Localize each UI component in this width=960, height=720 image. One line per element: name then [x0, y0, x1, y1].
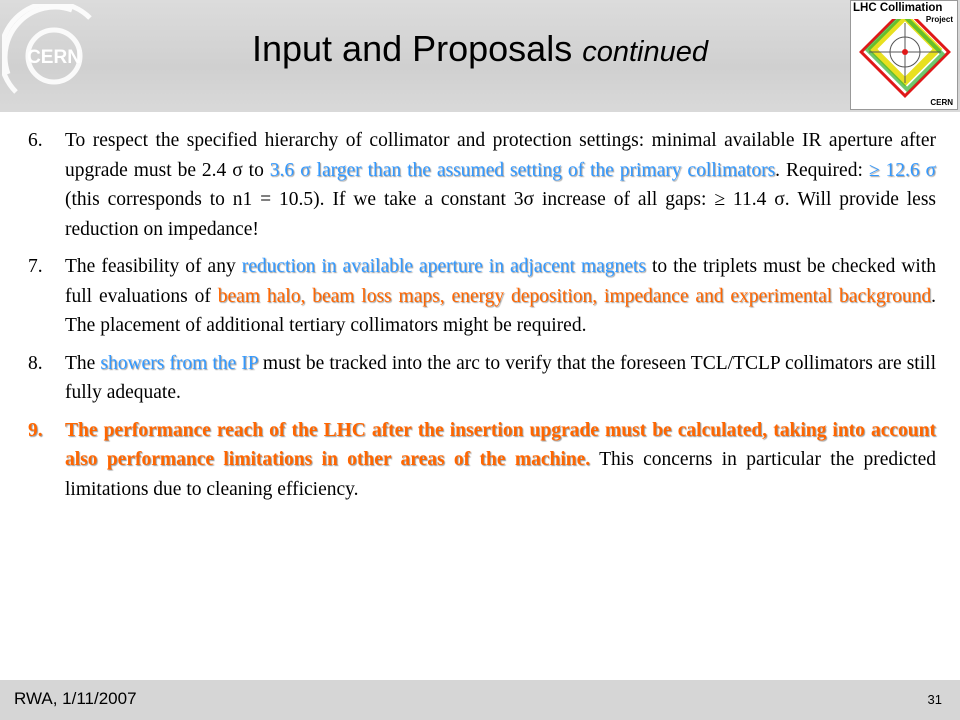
highlighted-text: 3.6 σ larger than the assumed setting of the primary collimators: [269, 159, 776, 181]
text-run: This concerns in particular the predicted limitations due to cleaning efficiency.: [65, 449, 936, 500]
highlighted-text: ≥ 12.6 σ: [868, 159, 937, 181]
lhc-collimation-logo: [850, 0, 958, 110]
lhc-collimation-logo-icon: [859, 19, 951, 99]
page-title: [130, 28, 830, 70]
highlighted-text: showers from the IP: [100, 352, 258, 374]
text-run: . Required:: [775, 159, 869, 181]
text-run: To respect the specified hierarchy of collimator and protection settings: minimal available IR aperture after upgrade must be 2.4 σ to: [65, 130, 936, 181]
text-run: . The placement of additional tertiary collimators might be required.: [65, 285, 936, 336]
list-item-number: 9.: [28, 419, 43, 441]
highlighted-text: The performance reach of the LHC after the insertion upgrade must be calculated, taking into account also performance limitations in other areas of the machine.: [65, 419, 936, 470]
highlighted-text: reduction in available aperture in adjacent magnets: [241, 256, 646, 277]
title-main: Input and Proposals: [251, 28, 573, 69]
lhc-logo-title: LHC Collimation: [853, 2, 943, 14]
page-number: 31: [927, 692, 942, 707]
highlighted-text: beam halo, beam loss maps, energy deposition, impedance and experimental background: [217, 285, 932, 307]
list-item: [28, 349, 936, 408]
list-item-number: 8.: [28, 352, 43, 374]
list-item-number: 7.: [28, 256, 43, 277]
slide-footer: [0, 680, 960, 720]
text-run: The feasibility of any: [65, 256, 242, 277]
text-run: to the triplets must be checked with full evaluations of: [65, 256, 936, 307]
lhc-logo-subtitle: Project: [925, 15, 953, 24]
text-run: (this corresponds to n1 = 10.5). If we take a constant 3σ increase of all gaps: ≥ 11.4 σ. Will provide less reduction on impedance!: [65, 189, 936, 240]
text-run: must be tracked into the arc to verify that the foreseen TCL/TCLP collimators are still fully adequate.: [65, 352, 936, 403]
slide-header: [0, 0, 960, 112]
bullet-list: [28, 126, 936, 512]
lhc-logo-footer: CERN: [930, 98, 953, 107]
text-run: The: [65, 352, 101, 374]
cern-logo-text: CERN: [27, 47, 81, 68]
list-item: [28, 416, 936, 505]
list-item: [28, 126, 936, 244]
list-item: [28, 252, 936, 341]
cern-logo-icon: [2, 4, 106, 108]
footer-author-date: RWA, 1/11/2007: [14, 689, 137, 708]
list-item-number: 6.: [28, 130, 43, 151]
title-suffix: continued: [582, 36, 709, 68]
